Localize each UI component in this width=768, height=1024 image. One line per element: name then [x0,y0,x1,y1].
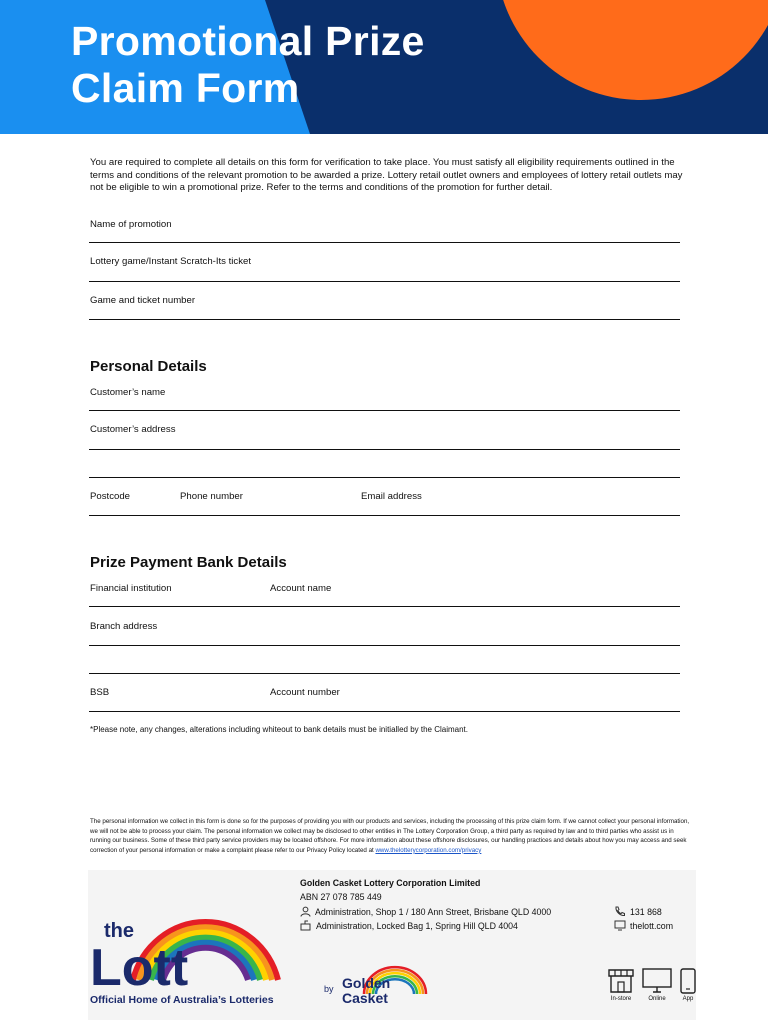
postcode-label: Postcode [90,491,131,502]
institution-label: Financial institution [90,583,172,594]
bsb-account-field[interactable] [89,711,680,712]
phone-contact: 131 868 [614,906,662,917]
ticket-field[interactable] [89,281,680,282]
svg-text:the: the [104,920,134,942]
contact-details-field[interactable] [89,515,680,516]
company-name: Golden Casket Lottery Corporation Limited [300,878,481,888]
mobile-icon [680,968,696,994]
branch-field[interactable] [89,645,680,646]
branch-field-line2[interactable] [89,673,680,674]
golden-word: Golden [342,975,391,991]
privacy-link[interactable]: www.thelotterycorporation.com/privacy [375,846,482,854]
phone-icon [614,906,626,917]
intro-text: You are required to complete all details on this form for verification to take place. You must satisfy all eligibility requirements outlined in the terms and conditions of the relevant promotion to be awarded a prize. Lottery retail outlet owners and employees of lottery retail outlets may not be eligible to win a promotional prize. Refer to the terms and conditions of the promotion for further detail. [90,157,683,194]
page-title: Promotional Prize Claim Form [71,18,425,111]
customer-address-field[interactable] [89,449,680,450]
golden-casket-logo [322,964,432,1008]
person-icon [300,906,311,917]
address-street: Administration, Shop 1 / 180 Ann Street, Brisbane QLD 4000 [300,906,551,917]
customer-address-field-line2[interactable] [89,477,680,478]
store-icon [607,968,635,994]
account-name-label: Account name [270,583,332,594]
mailbox-icon [300,920,312,931]
email-label: Email address [361,491,422,502]
by-text: by [324,984,334,994]
customer-name-field[interactable] [89,410,680,411]
monitor-icon [614,920,626,931]
the-lott-logo [88,885,283,995]
customer-address-label: Customer’s address [90,424,176,435]
personal-details-heading: Personal Details [90,358,207,375]
lott-tagline: Official Home of Australia’s Lotteries [90,994,274,1006]
ticket-label: Lottery game/Instant Scratch-Its ticket [90,256,252,267]
branch-label: Branch address [90,621,158,632]
bank-details-heading: Prize Payment Bank Details [90,554,287,571]
company-abn: ABN 27 078 785 449 [300,892,382,902]
bsb-label: BSB [90,687,110,698]
channel-app: App [669,968,707,1002]
institution-field[interactable] [89,606,680,607]
phone-label: Phone number [180,491,243,502]
casket-word: Casket [342,990,388,1006]
address-postal: Administration, Locked Bag 1, Spring Hill QLD 4004 [300,920,518,931]
bank-note: *Please note, any changes, alterations including whiteout to bank details must be initialled by the Claimant. [90,725,469,734]
header-banner [0,0,768,134]
game-number-field[interactable] [89,319,680,320]
game-number-label: Game and ticket number [90,295,196,306]
promotion-label: Name of promotion [90,219,172,230]
web-contact: thelott.com [614,920,673,931]
desktop-icon [642,968,672,994]
channel-in-store: In-store [602,968,640,1002]
svg-text:Lott: Lott [90,939,189,995]
customer-name-label: Customer’s name [90,387,166,398]
account-number-label: Account number [270,687,340,698]
privacy-notice: The personal information we collect in this form is done so for the purposes of providing you with our products and services, including the processing of this prize claim form. If we cannot collect your personal information, we will not be able to process your claim. The personal information we collect may be disclosed to other entities in The Lottery Corporation Group, a third party as required by law and to third parties who assist us in running our business. Some of these third party service providers may be located offshore. For more information about these offshore disclosures, our handling practices and details about how you may access and seek correction of your personal information or make a complaint please refer to our Privacy Policy located at www.thelotterycorporation.com/privacy [90,818,690,854]
promotion-field[interactable] [89,242,680,243]
channel-online: Online [638,968,676,1002]
